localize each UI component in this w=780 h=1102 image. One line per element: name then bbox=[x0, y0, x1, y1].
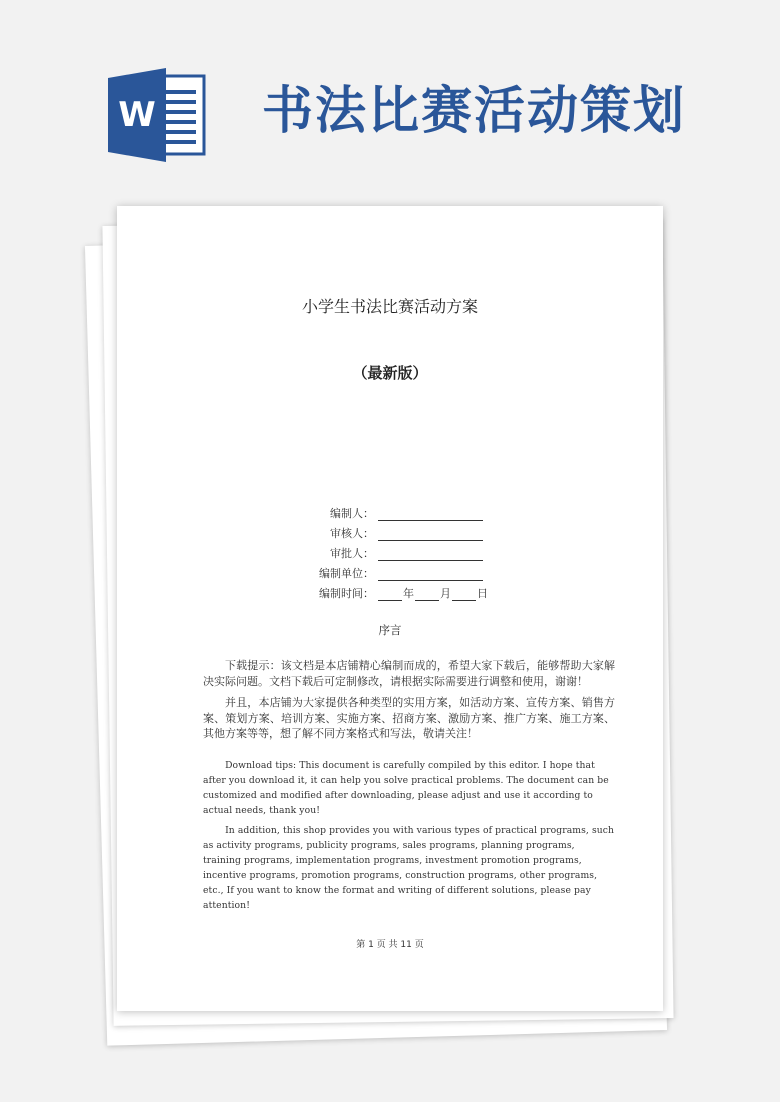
document-page bbox=[117, 206, 663, 1011]
date-month-label: 月 bbox=[440, 587, 451, 600]
preface-heading: 序言 bbox=[378, 623, 402, 637]
form-blank-line bbox=[378, 508, 483, 521]
paragraph: 下载提示：该文档是本店铺精心编制而成的，希望大家下载后，能够帮助大家解决实际问题。文档下载后可定制修改，请根据实际需要进行调整和使用，谢谢！ bbox=[203, 659, 615, 688]
word-document-icon bbox=[108, 68, 208, 162]
paragraph: 并且，本店铺为大家提供各种类型的实用方案，如活动方案、宣传方案、销售方案、策划方案、培训方案、实施方案、招商方案、激励方案、推广方案、施工方案、其他方案等等，想了解不同方案格式和写法，敬请关注！ bbox=[203, 696, 615, 740]
form-blank-line bbox=[378, 528, 483, 541]
approval-form bbox=[302, 501, 502, 601]
date-blank-line bbox=[415, 588, 439, 601]
page-number: 第 1 页 共 11 页 bbox=[356, 940, 424, 950]
form-label: 编制时间： bbox=[319, 587, 374, 600]
form-blank-line bbox=[378, 548, 483, 561]
form-blank-line bbox=[378, 568, 483, 581]
form-label: 审核人： bbox=[330, 527, 374, 540]
form-date-row bbox=[302, 581, 502, 601]
date-year-label: 年 bbox=[403, 587, 414, 600]
form-label: 编制单位： bbox=[319, 567, 374, 580]
form-label: 审批人： bbox=[330, 547, 374, 560]
form-row bbox=[302, 561, 502, 581]
paragraph: In addition, this shop provides you with various types of practical programs, such as activity programs, publicity programs, sales programs, planning programs, training programs, implementation programs, investment promotion programs, incentive programs, promotion programs, construction programs, other programs, etc., If you want to know the format and writing of different solutions, please pay attention! bbox=[203, 825, 615, 911]
document-title: 小学生书法比赛活动方案 bbox=[301, 297, 478, 316]
form-row bbox=[302, 501, 502, 521]
paragraph: Download tips: This document is carefully compiled by this editor. I hope that after you download it, it can help you solve practical problems. The document can be customized and modified after downloading, please adjust and use it according to actual needs, thank you! bbox=[203, 760, 609, 816]
header-banner bbox=[0, 0, 780, 190]
form-label: 编制人： bbox=[330, 507, 374, 520]
date-day-label: 日 bbox=[477, 587, 488, 600]
date-blank-line bbox=[378, 588, 402, 601]
body-text-cn bbox=[203, 658, 615, 742]
banner-title: 书法比赛活动策划 bbox=[262, 81, 687, 141]
form-row bbox=[302, 521, 502, 541]
word-logo-letter: W bbox=[118, 95, 156, 135]
form-row bbox=[302, 541, 502, 561]
date-blank-line bbox=[452, 588, 476, 601]
document-subtitle: （最新版） bbox=[352, 364, 428, 382]
body-text-en bbox=[203, 758, 615, 913]
